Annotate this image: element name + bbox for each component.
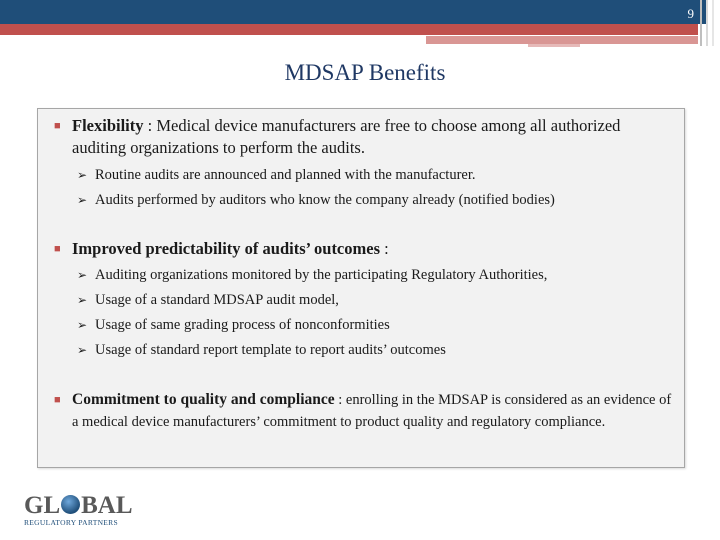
sub-bullet-text: Usage of same grading process of nonconformities bbox=[95, 317, 390, 333]
arrow-bullet-icon: ➢ bbox=[77, 268, 88, 282]
sub-bullet-text: Auditing organizations monitored by the participating Regulatory Authorities, bbox=[95, 267, 548, 283]
arrow-bullet-icon: ➢ bbox=[77, 293, 88, 307]
sub-bullet-text: Routine audits are announced and planned with the manufacturer. bbox=[95, 167, 476, 183]
top-bar-blue bbox=[0, 0, 708, 24]
global-logo bbox=[24, 492, 133, 527]
top-bar-red-accent bbox=[426, 36, 698, 44]
side-line bbox=[706, 0, 708, 46]
top-bar-red bbox=[0, 24, 698, 35]
arrow-bullet-icon: ➢ bbox=[77, 318, 88, 332]
sub-bullet bbox=[77, 315, 390, 335]
square-bullet-icon: ■ bbox=[54, 394, 61, 406]
slide-title: MDSAP Benefits bbox=[284, 60, 446, 85]
logo-subtitle: REGULATORY PARTNERS bbox=[24, 518, 118, 527]
sub-bullet-text: Audits performed by auditors who know the company already (notified bodies) bbox=[95, 192, 555, 208]
bullet-text: : bbox=[380, 239, 389, 258]
sub-bullet bbox=[77, 265, 547, 285]
bullet-commitment bbox=[54, 389, 674, 433]
logo-text-right: BAL bbox=[81, 492, 133, 519]
sub-bullet-text: Usage of a standard MDSAP audit model, bbox=[95, 292, 339, 308]
bullet-predictability bbox=[54, 238, 674, 260]
bullet-heading: Improved predictability of audits’ outcomes bbox=[72, 239, 380, 258]
logo-text-left: GL bbox=[24, 492, 61, 519]
square-bullet-icon: ■ bbox=[54, 120, 61, 132]
content-box bbox=[37, 108, 685, 468]
bullet-heading: Flexibility bbox=[72, 116, 144, 135]
arrow-bullet-icon: ➢ bbox=[77, 193, 88, 207]
square-bullet-icon: ■ bbox=[54, 243, 61, 255]
bullet-flexibility bbox=[54, 115, 674, 159]
sub-bullet bbox=[77, 165, 476, 185]
page-number: 9 bbox=[687, 6, 694, 21]
bullet-heading: Commitment to quality and compliance bbox=[72, 391, 335, 408]
side-line bbox=[700, 0, 702, 46]
sub-bullet bbox=[77, 190, 555, 210]
top-bar-red-accent-small bbox=[528, 44, 580, 47]
bullet-text: : Medical device manufacturers are free to choose among all authorized auditing organizations to perform the audits. bbox=[72, 116, 621, 157]
globe-icon bbox=[61, 495, 80, 514]
bullet-text: : enrolling in the MDSAP is considered as an evidence of a medical device manufacturers’ commitment to product quality and regulatory compliance. bbox=[72, 392, 672, 430]
arrow-bullet-icon: ➢ bbox=[77, 343, 88, 357]
sub-bullet bbox=[77, 290, 339, 310]
sub-bullet-text: Usage of standard report template to report audits’ outcomes bbox=[95, 342, 446, 358]
arrow-bullet-icon: ➢ bbox=[77, 168, 88, 182]
side-line bbox=[712, 0, 714, 46]
sub-bullet bbox=[77, 340, 446, 360]
